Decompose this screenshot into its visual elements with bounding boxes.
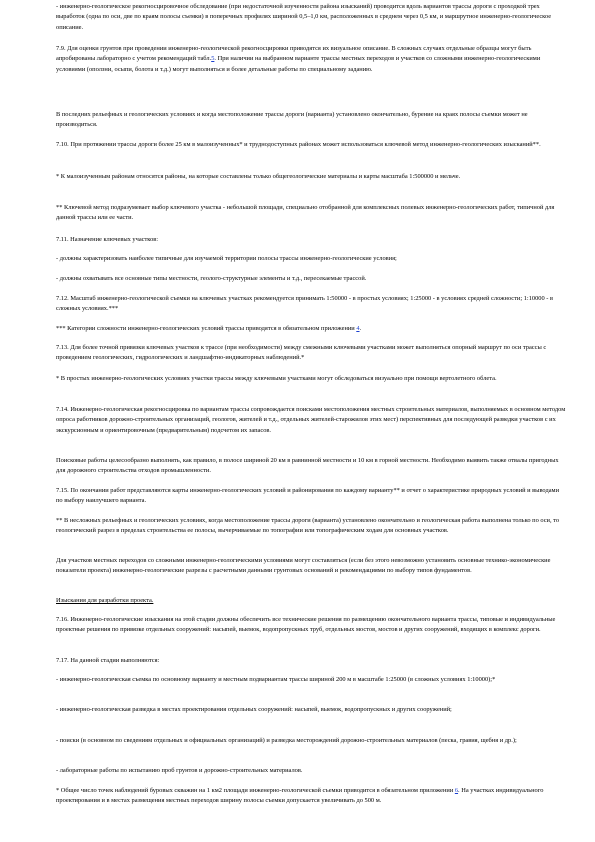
paragraph-7-14: 7.14. Инженерно-геологическая рекогносцировка по вариантам трассы сопровождается поисками местоположения местных строительных материалов, выполняемых в основном методом опроса работников дорожно-строительных организаций, геологов, жителей и т.д., отдельных жителей-старожилов этих мест) перспективных для последующей разведки участков с их экскурсионным и ориентировочным (предварительным) подсчетом их запасов.	[56, 406, 566, 434]
footnote-little-studied: * К малоизученным районам относятся районы, на которые составлены только общегеологические материалы и карты масштаба 1:500000 и мельче.	[56, 173, 461, 180]
list-item-lab-works: - лабораторные работы по испытанию проб грунтов и дорожно-строительных материалов.	[56, 767, 303, 774]
list-item-survey: - инженерно-геологическая съемка по основному варианту и местным подвариантам трассы шириной 200 м в масштабе 1:25000 (в сложных условиях 1:10000);*	[56, 676, 496, 683]
paragraph-7-9-text: 7.9. Для оценки грунтов при проведении инженерно-геологической рекогносцировки приводятся их визуальное описание. В сложных случаях отдельные образцы могут быть апробированы лабораторно с учетом рекомендаций табл.	[56, 45, 532, 63]
footnote-observation-text: * Общее число точек наблюдений буровых скважин на 1 км2 площади инженерно-геологической съемки приводится в обязательном приложении	[56, 787, 455, 794]
paragraph-item-exploration: - инженерно-геологическое рекогносцировочное обследование (при недостаточной изученности района изысканий) проводится вдоль вариантов трассы дороги с проходкой трех выработок (одна по оси, две по краям полосы съемки) в поперечных профилях шириной 0,5–1,0 км, расположенных в среднем через 0,5 км, и маршрутное инженерно-геологическое описание.	[56, 3, 552, 31]
paragraph-7-15: 7.15. По окончании работ представляются карты инженерно-геологических условий и районирования по каждому варианту** и отчет о характеристике природных условий и выводами по выбору наилучшего варианта.	[56, 487, 559, 505]
paragraph-7-9-rest: . При наличии на выбранном варианте трассы местных переходов и участков со сложными инженерно-геологическими условиями (оползни, осыпи, болота и т.д.) могут выполняться и более детальные работы по специальному заданию.	[56, 55, 541, 73]
paragraph-7-10: 7.10. При протяжении трассы дороги более 25 км в малоизученных* и труднодоступных районах может использоваться ключевой метод инженерно-геологических изысканий**.	[56, 141, 541, 148]
list-item-materials-search: - поиски (в основном по сведениям отдельных и официальных организаций) и разведка месторождений дорожно-строительных материалов (песка, гравия, щебня и др.);	[56, 737, 517, 744]
paragraph-local-crossings: Для участков местных переходов со сложными инженерно-геологическими условиями могут составляться (если без этого невозможно установить основные технико-экономические показатели проекта) инженерно-геологические разрезы с расчетными данными грунтовых оснований и рекомендациями по выбору типов фундаментов.	[56, 557, 551, 575]
footnote-key-method: ** Ключевой метод подразумевает выбор ключевого участка - небольшой площади, специально отобранной для комплексных полевых инженерно-геологических работ, типичной для данной трассы или ее части.	[56, 204, 555, 222]
footnote-observation-rest: . На участках индивидуального проектирования и в местах размещения местных переходов ширину полосы съемки допускается увеличивать до 500 м.	[56, 787, 544, 805]
paragraph-7-16: 7.16. Инженерно-геологические изыскания на этой стадии должны обеспечить все технические решения по размещению окончательного варианта трассы, типовые и индивидуальные проектные решения по привязке отдельных сооружений: насыпей, выемок, водопропускных труб, отдельных мостов, мостов и других сооружений, входящих в комплекс дороги.	[56, 616, 556, 634]
paragraph-7-12: 7.12. Масштаб инженерно-геологической съемки на ключевых участках рекомендуется принимать 1:50000 - в простых условиях; 1:25000 - в условиях средней сложности; 1:10000 - в сложных условиях.***	[56, 295, 554, 313]
footnote-complexity-end: .	[359, 325, 362, 332]
paragraph-relief-conditions: В последних рельефных и геологических условиях и когда местоположение трассы дороги (варианта) установлено окончательно, бурение на краях полосы съемки может не производиться.	[56, 111, 528, 129]
footnote-complexity-text: *** Категории сложности инженерно-геологических условий трассы приводятся в обязательном приложении	[56, 325, 357, 332]
list-item-typical-conditions: - должны характеризовать наиболее типичные для изучаемой территории полосы трассы инженерно-геологические условия;	[56, 255, 397, 262]
paragraph-7-17: 7.17. На данной стадии выполняются:	[56, 657, 160, 664]
footnote-sections: ** В несложных рельефных и геологических условиях, когда местоположение трассы дороги (варианта) установлено окончательно и геологическая работа выполнена только по оси, то геологический разрез в пределах строительства ее полосы, вычерчиваемые по топографии или топографическим ходам для основных участков.	[56, 517, 560, 535]
footnote-observation-points	[56, 786, 566, 807]
paragraph-7-11: 7.11. Назначение ключевых участков:	[56, 236, 159, 243]
paragraph-7-13: 7.13. Для более точной привязки ключевых участков к трассе (при необходимости) между смежными ключевыми участками может выполняться опорный маршрут по оси трассы с проведением геологических, гидрологических и ландшафтно-индикаторных наблюдений.*	[56, 344, 547, 362]
appendix-6-link[interactable]: 6	[454, 787, 459, 794]
appendix-4-link[interactable]: 4	[356, 325, 360, 332]
footnote-complexity	[56, 324, 566, 334]
paragraph-search-works: Поисковые работы целесообразно выполнять, как правило, в полосе шириной 20 км в равнинной местности и 10 км в горной местности. Необходимо выявить также отвалы пригодных для дорожного строительства отходов промышленности.	[56, 457, 559, 475]
list-item-exploration: - инженерно-геологическая разведка в местах проектирования отдельных сооружений: насыпей, выемок, водопропускных и других сооружений;	[56, 706, 452, 713]
appendix-5-link[interactable]: 5	[211, 55, 215, 63]
list-item-terrain-types: - должны охватывать все основные типы местности, геолого-структурные элементы и т.д., пересекаемые трассой.	[56, 275, 367, 282]
paragraph-7-9	[56, 44, 566, 75]
footnote-helicopter: * В простых инженерно-геологических условиях участки трассы между ключевыми участками могут обследоваться визуально при помощи вертолетного облета.	[56, 375, 497, 382]
section-heading-project: Изыскания для разработки проекта.	[56, 597, 154, 604]
